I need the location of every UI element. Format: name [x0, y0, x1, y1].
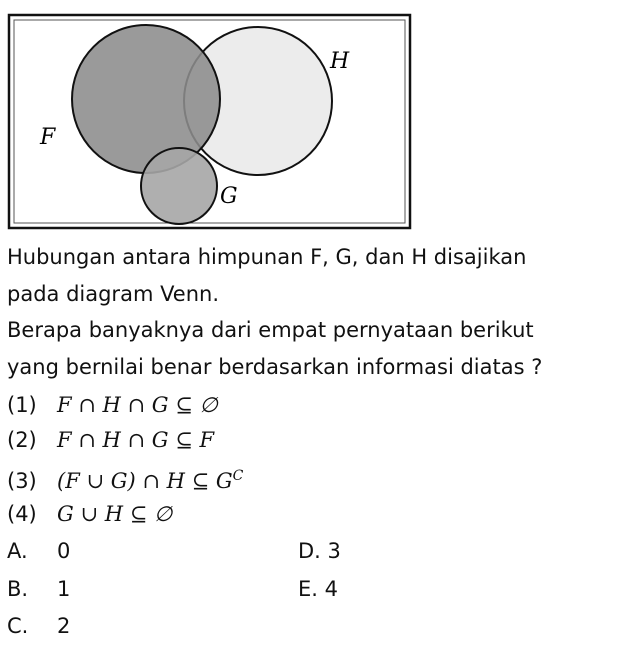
option-label: D.: [298, 539, 321, 563]
option-label: A.: [7, 539, 28, 563]
option-label: C.: [7, 614, 29, 638]
label-h: H: [330, 49, 350, 74]
statement-1: [7, 390, 218, 420]
statement-expression: G ∪ H ⊆ ∅: [57, 502, 173, 526]
option-a[interactable]: [7, 536, 70, 566]
statement-number: (1): [7, 393, 37, 417]
option-value: 0: [57, 539, 71, 563]
option-d[interactable]: [298, 536, 341, 566]
statement-expression: (F ∪ G) ∩ H ⊆ G: [57, 469, 233, 493]
venn-diagram: [0, 0, 644, 240]
question-line-1: Hubungan antara himpunan F, G, dan H disajikan: [7, 245, 527, 269]
option-value: 4: [324, 577, 339, 601]
statement-number: (4): [7, 502, 37, 526]
statement-expression: F ∩ H ∩ G ⊆ F: [57, 428, 215, 452]
option-e[interactable]: [298, 574, 338, 604]
statement-number: (2): [7, 428, 37, 452]
complement-superscript: C: [232, 468, 244, 484]
option-value: 2: [57, 614, 71, 638]
option-label: B.: [7, 577, 29, 601]
option-label: E.: [298, 577, 318, 601]
statement-expression: F ∩ H ∩ G ⊆ ∅: [57, 393, 218, 417]
label-g: G: [220, 184, 238, 209]
option-c[interactable]: [7, 611, 70, 641]
set-g-circle: [141, 148, 217, 224]
statement-4: [7, 499, 172, 529]
question-line-4: yang bernilai benar berdasarkan informasi diatas ?: [7, 355, 543, 379]
question-line-2: pada diagram Venn.: [7, 282, 220, 306]
question-line-3: Berapa banyaknya dari empat pernyataan berikut: [7, 318, 534, 342]
set-f-circle: [72, 25, 220, 173]
statement-3: [7, 461, 243, 496]
option-b[interactable]: [7, 574, 70, 604]
label-f: F: [40, 125, 56, 150]
option-value: 1: [57, 577, 71, 601]
statement-number: (3): [7, 469, 37, 493]
statement-2: [7, 425, 214, 455]
option-value: 3: [327, 539, 341, 563]
